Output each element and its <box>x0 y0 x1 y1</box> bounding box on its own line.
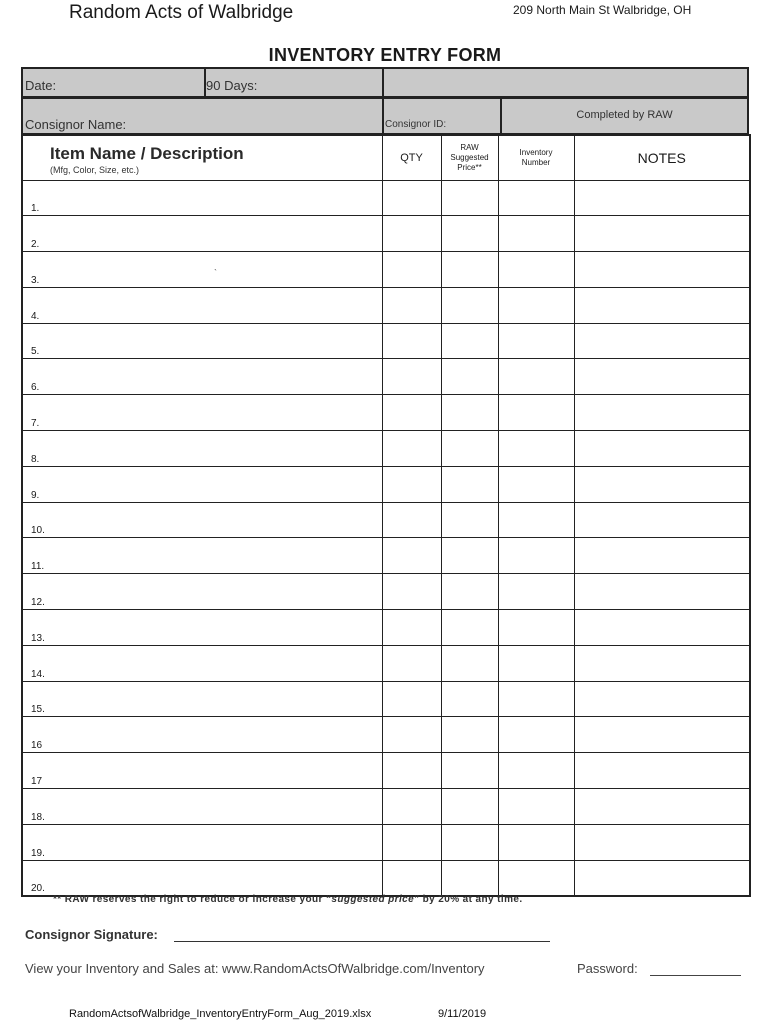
row-number: 3. <box>22 252 50 288</box>
suggested-price-cell[interactable] <box>441 645 498 681</box>
row-number: 9. <box>22 466 50 502</box>
inventory-number-cell[interactable] <box>498 359 574 395</box>
password-line[interactable] <box>650 975 741 976</box>
consignor-id-field[interactable] <box>382 99 500 133</box>
table-row <box>22 753 750 789</box>
qty-cell[interactable] <box>382 824 441 860</box>
table-row <box>22 610 750 646</box>
notes-cell[interactable] <box>574 323 750 359</box>
suggested-price-cell[interactable] <box>441 717 498 753</box>
row-number: 15. <box>22 681 50 717</box>
row-number: 14. <box>22 645 50 681</box>
table-row <box>22 538 750 574</box>
suggested-price-cell[interactable] <box>441 287 498 323</box>
table-row <box>22 252 750 288</box>
inventory-number-cell[interactable] <box>498 180 574 216</box>
notes-cell[interactable] <box>574 538 750 574</box>
footnote-part2: ” by 20% at any time. <box>414 894 523 905</box>
row-number: 4. <box>22 287 50 323</box>
row-number: 11. <box>22 538 50 574</box>
notes-cell[interactable] <box>574 431 750 467</box>
inventory-number-header <box>498 135 574 180</box>
row-number: 5. <box>22 323 50 359</box>
notes-cell[interactable] <box>574 717 750 753</box>
suggested-price-cell[interactable] <box>441 323 498 359</box>
item-description-cell[interactable] <box>50 860 382 896</box>
signature-label: Consignor Signature: <box>25 927 158 942</box>
table-row <box>22 466 750 502</box>
table-row <box>22 180 750 216</box>
table-row <box>22 645 750 681</box>
inv-header-line2: Number <box>521 157 551 167</box>
item-description-cell[interactable] <box>50 645 382 681</box>
row-number: 10. <box>22 502 50 538</box>
store-name: Random Acts of Walbridge <box>69 2 294 23</box>
notes-cell[interactable] <box>574 645 750 681</box>
table-row <box>22 287 750 323</box>
item-description-cell[interactable] <box>50 681 382 717</box>
item-description-cell[interactable] <box>50 180 382 216</box>
suggested-price-cell[interactable] <box>441 860 498 896</box>
table-row <box>22 789 750 825</box>
password-label: Password: <box>577 961 638 976</box>
inventory-number-cell[interactable] <box>498 466 574 502</box>
qty-cell[interactable] <box>382 681 441 717</box>
qty-cell[interactable] <box>382 287 441 323</box>
qty-cell[interactable] <box>382 574 441 610</box>
date-right-cell[interactable] <box>382 69 747 96</box>
qty-cell[interactable] <box>382 860 441 896</box>
inventory-number-cell[interactable] <box>498 431 574 467</box>
inventory-number-cell[interactable] <box>498 645 574 681</box>
notes-cell[interactable] <box>574 466 750 502</box>
suggested-price-cell[interactable] <box>441 538 498 574</box>
store-address: 209 North Main St Walbridge, OH <box>513 3 692 17</box>
suggested-price-cell[interactable] <box>441 252 498 288</box>
inventory-number-cell[interactable] <box>498 824 574 860</box>
suggested-price-cell[interactable] <box>441 824 498 860</box>
item-name-heading: Item Name / Description <box>50 144 244 164</box>
row-number: 1. <box>22 180 50 216</box>
notes-header: NOTES <box>574 135 750 180</box>
inventory-number-cell[interactable] <box>498 574 574 610</box>
price-header-line2: Suggested <box>450 152 489 162</box>
qty-cell[interactable] <box>382 645 441 681</box>
inventory-number-cell[interactable] <box>498 789 574 825</box>
notes-cell[interactable] <box>574 252 750 288</box>
item-description-cell[interactable] <box>50 824 382 860</box>
notes-cell[interactable] <box>574 824 750 860</box>
inventory-number-cell[interactable] <box>498 753 574 789</box>
row-number: 13. <box>22 610 50 646</box>
price-header-line1: RAW <box>460 142 479 152</box>
form-title-text: INVENTORY ENTRY FORM <box>268 45 502 65</box>
print-date: 9/11/2019 <box>438 1008 487 1020</box>
consignor-row <box>21 97 749 135</box>
date-field[interactable] <box>23 69 382 96</box>
item-description-cell[interactable] <box>50 323 382 359</box>
table-row <box>22 824 750 860</box>
item-description-header <box>50 135 382 180</box>
item-description-cell[interactable] <box>50 287 382 323</box>
row-number: 8. <box>22 431 50 467</box>
view-inventory-text: View your Inventory and Sales at: www.RandomActsOfWalbridge.com/Inventory <box>25 961 485 976</box>
row-number: 19. <box>22 824 50 860</box>
consignor-id-label: Consignor ID: <box>385 119 447 130</box>
item-description-cell[interactable] <box>50 789 382 825</box>
table-row <box>22 359 750 395</box>
form-title <box>0 45 770 66</box>
inv-header-line1: Inventory <box>519 147 553 157</box>
inventory-number-cell[interactable] <box>498 395 574 431</box>
item-subheading: (Mfg, Color, Size, etc.) <box>50 165 140 176</box>
inventory-number-cell[interactable] <box>498 717 574 753</box>
notes-cell[interactable] <box>574 610 750 646</box>
row-number: 20. <box>22 860 50 896</box>
row-number: 12. <box>22 574 50 610</box>
date-divider <box>204 69 206 96</box>
item-description-cell[interactable] <box>50 359 382 395</box>
footnote-part1: ** RAW reserves the right to reduce or increase your “ <box>53 894 332 905</box>
notes-cell[interactable] <box>574 287 750 323</box>
row-number-header <box>22 135 50 180</box>
notes-cell[interactable] <box>574 395 750 431</box>
price-footnote <box>53 894 523 905</box>
suggested-price-cell[interactable] <box>441 610 498 646</box>
table-row <box>22 860 750 896</box>
inventory-number-cell[interactable] <box>498 538 574 574</box>
row-number: 7. <box>22 395 50 431</box>
inventory-number-cell[interactable] <box>498 216 574 252</box>
notes-cell[interactable] <box>574 681 750 717</box>
item-description-cell[interactable] <box>50 753 382 789</box>
qty-cell[interactable] <box>382 610 441 646</box>
qty-cell[interactable] <box>382 180 441 216</box>
qty-cell[interactable] <box>382 323 441 359</box>
notes-cell[interactable] <box>574 753 750 789</box>
completed-by-raw <box>500 99 747 133</box>
signature-line[interactable] <box>174 941 550 942</box>
suggested-price-cell[interactable] <box>441 502 498 538</box>
inventory-number-cell[interactable] <box>498 323 574 359</box>
item-description-cell[interactable] <box>50 717 382 753</box>
inventory-number-cell[interactable] <box>498 860 574 896</box>
notes-cell[interactable] <box>574 860 750 896</box>
table-row <box>22 681 750 717</box>
suggested-price-cell[interactable] <box>441 216 498 252</box>
table-row <box>22 431 750 467</box>
suggested-price-cell[interactable] <box>441 574 498 610</box>
price-header-line3: Price** <box>457 162 482 172</box>
qty-cell[interactable] <box>382 395 441 431</box>
qty-cell[interactable] <box>382 502 441 538</box>
item-description-cell[interactable] <box>50 538 382 574</box>
suggested-price-cell[interactable] <box>441 359 498 395</box>
qty-cell[interactable] <box>382 252 441 288</box>
table-row <box>22 323 750 359</box>
qty-cell[interactable] <box>382 431 441 467</box>
qty-cell[interactable] <box>382 538 441 574</box>
qty-cell[interactable] <box>382 789 441 825</box>
table-header-row <box>22 135 750 180</box>
item-description-cell[interactable] <box>50 395 382 431</box>
notes-cell[interactable] <box>574 359 750 395</box>
notes-cell[interactable] <box>574 216 750 252</box>
item-description-cell[interactable] <box>50 610 382 646</box>
suggested-price-cell[interactable] <box>441 681 498 717</box>
qty-cell[interactable] <box>382 753 441 789</box>
suggested-price-cell[interactable] <box>441 180 498 216</box>
table-row <box>22 395 750 431</box>
consignor-name-field[interactable] <box>23 99 382 133</box>
qty-header: QTY <box>382 135 441 180</box>
consignor-name-label: Consignor Name: <box>25 117 127 132</box>
row-number: 17 <box>22 753 50 789</box>
table-row <box>22 717 750 753</box>
item-description-cell[interactable] <box>50 502 382 538</box>
item-description-cell[interactable] <box>50 574 382 610</box>
notes-cell[interactable] <box>574 574 750 610</box>
inventory-number-cell[interactable] <box>498 252 574 288</box>
qty-cell[interactable] <box>382 216 441 252</box>
row-number: 16 <box>22 717 50 753</box>
inventory-number-cell[interactable] <box>498 681 574 717</box>
suggested-price-cell[interactable] <box>441 395 498 431</box>
completed-by-label: Completed by RAW <box>576 109 673 121</box>
notes-cell[interactable] <box>574 789 750 825</box>
row-number: 2. <box>22 216 50 252</box>
stray-mark: ` <box>214 268 217 278</box>
inventory-number-cell[interactable] <box>498 610 574 646</box>
qty-cell[interactable] <box>382 359 441 395</box>
row-number: 6. <box>22 359 50 395</box>
table-row <box>22 502 750 538</box>
date-label: Date: <box>25 78 57 93</box>
item-description-cell[interactable] <box>50 431 382 467</box>
inventory-number-cell[interactable] <box>498 287 574 323</box>
qty-cell[interactable] <box>382 466 441 502</box>
table-row <box>22 216 750 252</box>
inventory-table <box>21 134 751 897</box>
inventory-number-cell[interactable] <box>498 502 574 538</box>
days-label: 90 Days: <box>206 78 258 93</box>
suggested-price-cell[interactable] <box>441 789 498 825</box>
qty-cell[interactable] <box>382 717 441 753</box>
notes-cell[interactable] <box>574 180 750 216</box>
suggested-price-cell[interactable] <box>441 466 498 502</box>
footnote-emphasis: suggested price <box>331 894 415 905</box>
suggested-price-cell[interactable] <box>441 431 498 467</box>
item-description-cell[interactable] <box>50 466 382 502</box>
date-row <box>21 67 749 98</box>
notes-cell[interactable] <box>574 502 750 538</box>
file-name: RandomActsofWalbridge_InventoryEntryForm_Aug_2019.xlsx <box>69 1008 372 1020</box>
suggested-price-header <box>441 135 498 180</box>
table-row <box>22 574 750 610</box>
row-number: 18. <box>22 789 50 825</box>
suggested-price-cell[interactable] <box>441 753 498 789</box>
item-description-cell[interactable] <box>50 216 382 252</box>
